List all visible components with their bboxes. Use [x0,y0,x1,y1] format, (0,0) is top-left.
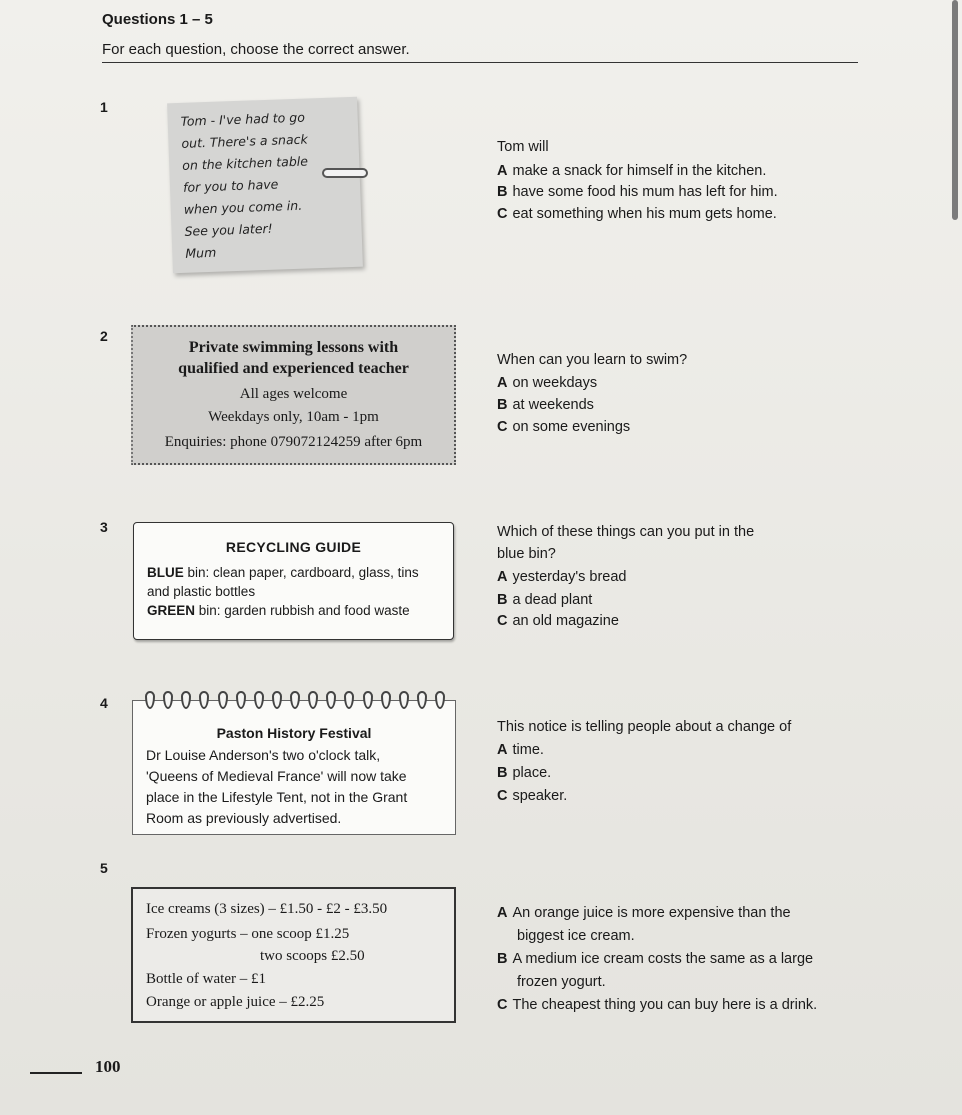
q3-option-c[interactable]: C an old magazine [497,613,619,629]
q3-option-a[interactable]: A yesterday's bread [497,569,627,585]
q5-option-b[interactable]: B A medium ice cream costs the same as a large [497,951,814,967]
q1-option-b[interactable]: B have some food his mum has left for him. [497,184,778,200]
header-divider [102,62,858,63]
ring-icon [326,691,336,709]
ring-icon [417,691,427,709]
ring-icon [236,691,246,709]
menu-line: two scoops £2.50 [260,948,365,964]
note-line: when you come in. [183,197,303,217]
ring-icon [254,691,264,709]
question-3-stem-line1: Which of these things can you put in the [497,524,755,540]
question-number-4: 4 [100,695,108,711]
notice-line: 'Queens of Medieval France' will now take [146,768,407,784]
question-3-stem-line2: blue bin? [497,546,556,562]
ring-icon [363,691,373,709]
q5-option-b-continued: frozen yogurt. [517,974,606,990]
question-number-2: 2 [100,328,108,344]
notice-line: Enquiries: phone 079072124259 after 6pm [164,434,423,450]
notice-line: Private swimming lessons with [188,339,399,356]
ring-icon [435,691,445,709]
ring-icon [308,691,318,709]
notice-line: place in the Lifestyle Tent, not in the Grant [146,789,408,805]
menu-line: Bottle of water – £1 [146,971,266,987]
ring-icon [218,691,228,709]
notice-body [146,745,451,829]
question-4-stem: This notice is telling people about a change of [497,719,792,735]
note-line: See you later! [184,220,273,239]
question-1-stem: Tom will [497,139,549,155]
note-line: Mum [185,244,217,261]
ring-icon [145,691,155,709]
note-line: on the kitchen table [182,153,309,173]
q5-option-a[interactable]: A An orange juice is more expensive than the [497,905,791,921]
notice-title: Paston History Festival [216,725,372,741]
footer-rule [30,1072,82,1074]
instructions: For each question, choose the correct answer. [102,41,410,58]
handwritten-note [167,97,363,274]
menu-line: Frozen yogurts – one scoop £1.25 [146,926,350,942]
q4-option-a[interactable]: A time. [497,742,544,758]
notice-line: Dr Louise Anderson's two o'clock talk, [146,747,381,763]
ring-icon [199,691,209,709]
q4-option-b[interactable]: B place. [497,765,552,781]
q2-option-b[interactable]: B at weekends [497,397,594,413]
festival-notice-notebook [132,700,456,835]
ring-icon [290,691,300,709]
ring-icon [381,691,391,709]
question-number-3: 3 [100,519,108,535]
menu-line: Orange or apple juice – £2.25 [146,994,325,1010]
q4-option-c[interactable]: C speaker. [497,788,568,804]
q5-option-a-continued: biggest ice cream. [517,928,635,944]
q3-option-b[interactable]: B a dead plant [497,592,593,608]
swimming-lessons-notice [131,325,456,465]
price-list-sign [131,887,456,1023]
q2-option-c[interactable]: C on some evenings [497,419,631,435]
scrollbar[interactable] [952,0,958,220]
recycling-guide-sign [133,522,454,640]
note-line: out. There's a snack [181,131,308,151]
blue-bin-rule: BLUE bin: clean paper, cardboard, glass, tins and plastic bottles [147,565,419,599]
notice-line: Room as previously advertised. [146,810,342,826]
sign-title: RECYCLING GUIDE [225,539,362,555]
menu-line: Ice creams (3 sizes) – £1.50 - £2 - £3.50 [146,901,388,917]
page-number: 100 [95,1057,121,1076]
ring-icon [272,691,282,709]
note-line: for you to have [182,176,279,195]
green-bin-rule: GREEN bin: garden rubbish and food waste [147,603,410,618]
notice-line: All ages welcome [239,386,348,402]
q1-option-c[interactable]: C eat something when his mum gets home. [497,206,777,222]
notebook-rings [145,691,445,711]
question-number-5: 5 [100,860,108,876]
ring-icon [344,691,354,709]
section-title: Questions 1 – 5 [102,11,213,28]
notice-line: Weekdays only, 10am - 1pm [208,409,379,425]
ring-icon [163,691,173,709]
note-line: Tom - I've had to go [180,109,306,129]
q1-option-a[interactable]: A make a snack for himself in the kitchen. [497,163,767,179]
paper-clip-icon [322,168,368,178]
q2-option-a[interactable]: A on weekdays [497,375,598,391]
question-number-1: 1 [100,99,108,115]
notice-line: qualified and experienced teacher [178,360,409,377]
question-2-stem: When can you learn to swim? [497,352,688,368]
ring-icon [181,691,191,709]
ring-icon [399,691,409,709]
q5-option-c[interactable]: C The cheapest thing you can buy here is a drink. [497,997,818,1013]
